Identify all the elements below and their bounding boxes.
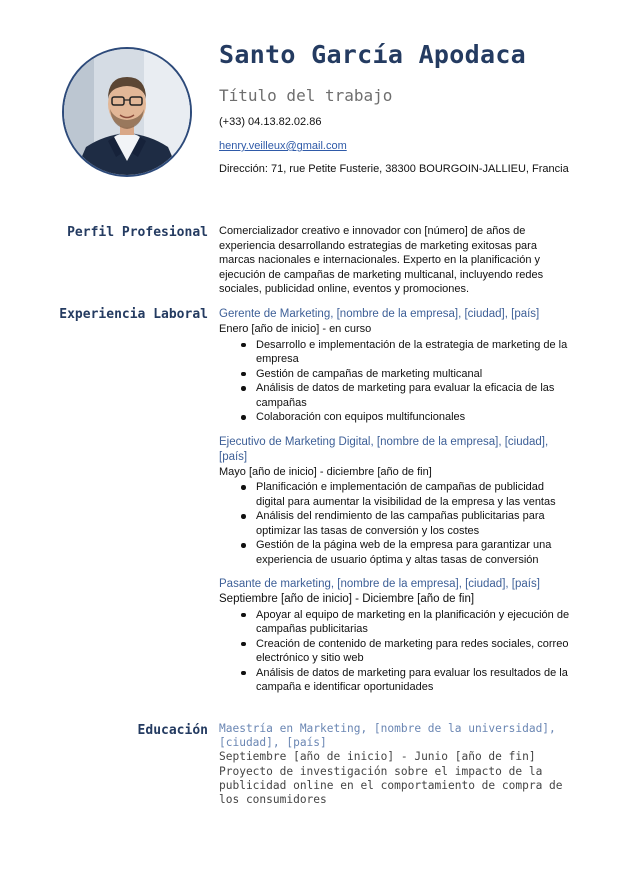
list-item: Apoyar al equipo de marketing en la planificación y ejecución de campañas publicitarias bbox=[256, 608, 570, 635]
section-title-experience: Experiencia Laboral bbox=[59, 307, 208, 322]
job-title: Título del trabajo bbox=[219, 86, 393, 105]
address: Dirección: 71, rue Petite Fusterie, 38300 BOURGOIN-JALLIEU, Francia bbox=[219, 163, 569, 175]
list-item: Planificación e implementación de campañas de publicidad digital para aumentar la visibilidad de la empresa y las ventas bbox=[256, 480, 571, 509]
list-item: Análisis del rendimiento de las campañas publicitarias para optimizar las tasas de conversión y los costes bbox=[256, 509, 571, 538]
job-entry bbox=[219, 307, 571, 425]
education-description: Proyecto de investigación sobre el impacto de la publicidad online en el comportamiento de compra de los consumidores bbox=[219, 764, 563, 807]
list-item: Creación de contenido de marketing para redes sociales, correo electrónico y sitio web bbox=[256, 637, 571, 666]
education-entry bbox=[219, 722, 579, 807]
job-entry-bullets bbox=[219, 338, 571, 425]
candidate-name: Santo García Apodaca bbox=[219, 40, 527, 69]
list-item: Colaboración con equipos multifuncionales bbox=[256, 410, 571, 425]
job-entry-dates: Enero [año de inicio] - en curso bbox=[219, 323, 372, 335]
job-entry bbox=[219, 577, 571, 695]
section-title-education: Educación bbox=[137, 723, 208, 738]
phone-number: (+33) 04.13.82.02.86 bbox=[219, 116, 322, 128]
job-entry-bullets bbox=[219, 608, 571, 695]
job-entry-dates: Septiembre [año de inicio] - Diciembre [año de fin] bbox=[219, 593, 475, 605]
experience-list bbox=[219, 307, 571, 705]
person-portrait-icon bbox=[64, 49, 190, 175]
job-entry-dates: Mayo [año de inicio] - diciembre [año de fin] bbox=[219, 465, 432, 478]
job-entry-bullets bbox=[219, 480, 571, 567]
job-entry-title: Pasante de marketing, [nombre de la empresa], [ciudad], [país] bbox=[219, 578, 540, 590]
profile-text: Comercializador creativo e innovador con [número] de años de experiencia desarrollando estrategias de marketing exitosas para marcas nacionales e internacionales. Experto en la planificación y ejecución de campañas de marketing multicanal, incluyendo redes sociales, publicidad online, eventos y promociones. bbox=[219, 225, 544, 295]
profile-photo bbox=[62, 47, 192, 177]
education-degree: Maestría en Marketing, [nombre de la universidad], [ciudad], [país] bbox=[219, 722, 556, 750]
list-item: Gestión de la página web de la empresa para garantizar una experiencia de usuario óptima y altas tasas de conversión bbox=[256, 538, 571, 567]
list-item: Análisis de datos de marketing para evaluar la eficacia de las campañas bbox=[256, 381, 571, 410]
job-entry-title: Ejecutivo de Marketing Digital, [nombre de la empresa], [ciudad], [país] bbox=[219, 435, 549, 463]
job-entry-title: Gerente de Marketing, [nombre de la empresa], [ciudad], [país] bbox=[219, 308, 540, 320]
job-entry bbox=[219, 435, 571, 568]
section-title-profile: Perfil Profesional bbox=[67, 225, 208, 240]
list-item: Gestión de campañas de marketing multicanal bbox=[256, 367, 571, 382]
email-link[interactable]: henry.veilleux@gmail.com bbox=[219, 140, 347, 152]
education-dates: Septiembre [año de inicio] - Junio [año de fin] bbox=[219, 750, 536, 764]
list-item: Análisis de datos de marketing para evaluar los resultados de la campaña e identificar oportunidades bbox=[256, 666, 571, 695]
list-item: Desarrollo e implementación de la estrategia de marketing de la empresa bbox=[256, 338, 571, 367]
